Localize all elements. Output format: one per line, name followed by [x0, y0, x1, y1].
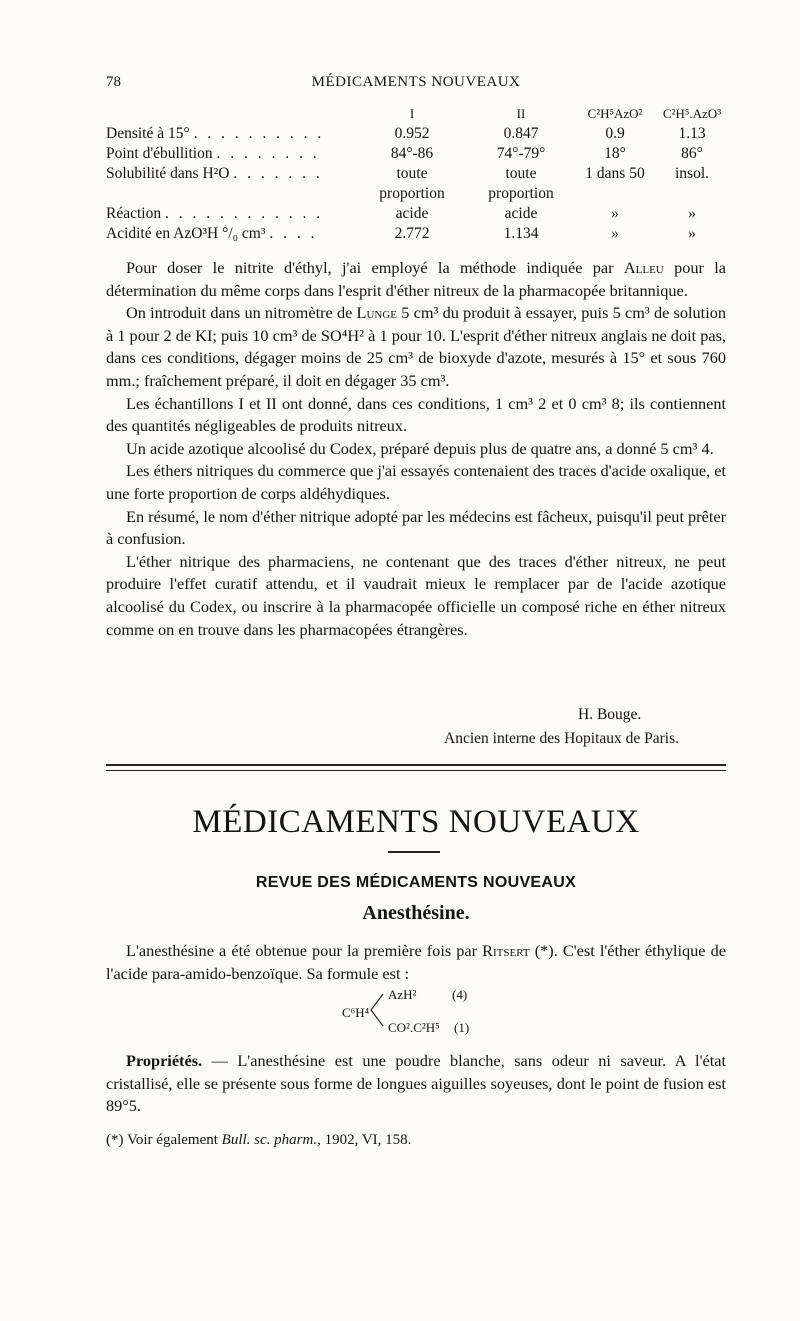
table-cell: 86°	[681, 145, 703, 162]
table-cell: »	[611, 205, 619, 222]
footnote	[106, 1132, 726, 1149]
paragraph: Les échantillons I et II ont donné, dans ces conditions, 1 cm³ 2 et 0 cm³ 8; ils contiennent des quantités négligeables de produits nitreux.	[106, 393, 726, 436]
leader-dots: . . . . . . .	[233, 165, 323, 182]
table-row	[106, 164, 730, 184]
text-run: 5 cm³ du produit à essayer, puis 5 cm³ de solution à 1 pour 2 de KI; puis 10 cm³ de SO⁴H² à 1 pour 10. L'esprit d'éther nitreux anglais ne doit pas, dans ces conditions, dégager moins de 25 cm³ de bioxyde d'azote, mesurés à 15° et sous 760 mm.; fraîchement préparé, il doit en dégager 35 cm³.	[106, 303, 726, 390]
table-cell: toute	[505, 165, 537, 182]
paragraph: L'éther nitrique des pharmaciens, ne contenant que des traces d'éther nitreux, ne peut produire l'effet curatif attendu, et il vaudrait mieux le remplacer par de l'acide azotique alcoolisé du Codex, ou inscrire à la pharmacopée officielle un composé riche en éther nitreux comme on en trouve dans les pharmacopées étrangères.	[106, 551, 726, 639]
row-label-cell	[106, 224, 358, 244]
table-cell: »	[688, 225, 696, 242]
table-cell: 1.13	[678, 125, 706, 142]
text-run: (*) Voir également	[106, 1132, 222, 1148]
table-cell: acide	[504, 205, 538, 222]
text-run: Pour doser le nitrite d'éthyl, j'ai employé la méthode indiquée par	[126, 258, 624, 277]
row-label: Réaction	[106, 205, 162, 222]
table-cell: »	[688, 205, 696, 222]
leader-dots: . . . . . . . . . . . .	[164, 205, 324, 222]
table-cell: 18°	[604, 145, 626, 162]
table-cell: 0.9	[605, 125, 625, 142]
table-row	[106, 224, 730, 244]
running-header	[106, 74, 726, 96]
row-label: Acidité en AzO³H °/₀ cm³	[106, 225, 266, 242]
formula-bracket-icon	[369, 990, 385, 1030]
formula-top-position: (4)	[452, 987, 468, 1002]
formula-top-group: AzH²	[388, 987, 417, 1002]
table-cell	[654, 184, 730, 204]
table-cell: proportion	[379, 185, 445, 202]
author-name: Lunge	[356, 303, 398, 323]
leader-dots: . . . . . . . . . .	[193, 125, 325, 142]
table-row	[106, 144, 730, 164]
author-name: Ritsert	[482, 941, 530, 960]
properties-label: Propriétés.	[126, 1051, 203, 1070]
formula-bottom-group: CO².C²H⁵	[388, 1020, 440, 1035]
table-column-header: II	[516, 106, 526, 121]
row-label-cell	[106, 204, 358, 224]
row-label: Densité à 15°	[106, 125, 190, 142]
paragraph	[106, 1050, 726, 1118]
properties-table	[106, 104, 730, 244]
row-label-cell	[106, 184, 358, 204]
table-column-header: C²H⁵.AzO³	[662, 106, 722, 121]
text-run: On introduit dans un nitromètre de	[126, 303, 357, 323]
table-cell: 74°-79°	[496, 145, 546, 162]
page-number: 78	[106, 74, 121, 90]
article-title: Anesthésine.	[362, 902, 470, 924]
divider-rule	[106, 764, 726, 766]
table-row	[106, 124, 730, 144]
leader-dots: . . . .	[269, 225, 318, 242]
table-cell: 0.952	[394, 125, 430, 142]
formula-core: C⁶H⁴	[342, 1005, 370, 1020]
article-properties	[106, 1050, 726, 1118]
paragraph: En résumé, le nom d'éther nitrique adopté par les médecins est fâcheux, puisqu'il peut prêter à confusion.	[106, 506, 726, 549]
running-title: MÉDICAMENTS NOUVEAUX	[311, 74, 521, 90]
table-cell: 1 dans 50	[585, 165, 645, 182]
table-column-header: C²H⁵AzO²	[587, 106, 643, 121]
table-cell: »	[611, 225, 619, 242]
paragraph: Un acide azotique alcoolisé du Codex, préparé depuis plus de quatre ans, a donné 5 cm³ 4.	[126, 438, 714, 458]
signature-title: Ancien interne des Hopitaux de Paris.	[444, 730, 680, 747]
journal-title: Bull. sc. pharm.	[221, 1132, 318, 1148]
row-label-cell	[106, 164, 358, 184]
body-text	[106, 257, 726, 641]
article-intro	[106, 940, 726, 985]
table-header-row	[106, 104, 730, 124]
formula-bottom-position: (1)	[454, 1020, 470, 1035]
row-label: Point d'ébullition	[106, 145, 213, 162]
row-label: Solubilité dans H²O	[106, 165, 230, 182]
table-cell: toute	[396, 165, 428, 182]
row-label-cell	[106, 124, 358, 144]
table-row	[106, 184, 730, 204]
table-cell	[576, 184, 654, 204]
text-run: — L'anesthésine est une poudre blanche, sans odeur ni saveur. A l'état cristallisé, elle se présente sous forme de longues aiguilles soyeuses, dont le point de fusion est 89°5.	[106, 1051, 726, 1116]
text-run: , 1902, VI, 158.	[317, 1132, 412, 1148]
signature-name: H. Bouge.	[578, 706, 642, 723]
paragraph	[106, 257, 726, 302]
title-rule	[388, 851, 440, 853]
table-cell: acide	[395, 205, 429, 222]
table-cell: 1.134	[503, 225, 539, 242]
text-run: (*). C'est l'éther éthylique de l'acide para-amido-benzoïque. Sa formule est :	[106, 941, 726, 983]
paragraph	[106, 302, 726, 392]
section-subtitle: REVUE DES MÉDICAMENTS NOUVEAUX	[255, 874, 577, 891]
text-run: pour la détermination du même corps dans l'esprit d'éther nitreux de la pharmacopée britannique.	[106, 258, 726, 300]
author-name: Alleu	[623, 258, 664, 277]
table-header-empty	[106, 104, 358, 124]
table-cell: 2.772	[394, 225, 430, 242]
divider-rule	[106, 770, 726, 771]
row-label-cell	[106, 144, 358, 164]
paragraph: Les éthers nitriques du commerce que j'ai essayés contenaient des traces d'acide oxalique, et une forte proportion de corps aldéhydiques.	[106, 461, 726, 503]
paragraph	[106, 940, 726, 985]
table-cell: 84°-86	[390, 145, 434, 162]
text-run: L'anesthésine a été obtenue pour la première fois par	[126, 941, 483, 960]
table-cell: insol.	[674, 165, 710, 182]
leader-dots: . . . . . . . .	[216, 145, 320, 162]
table-column-header: I	[409, 106, 415, 121]
chemical-formula	[342, 987, 522, 1037]
table-row	[106, 204, 730, 224]
table-cell: 0.847	[503, 125, 539, 142]
section-title: MÉDICAMENTS NOUVEAUX	[192, 804, 640, 840]
table-cell: proportion	[488, 185, 554, 202]
